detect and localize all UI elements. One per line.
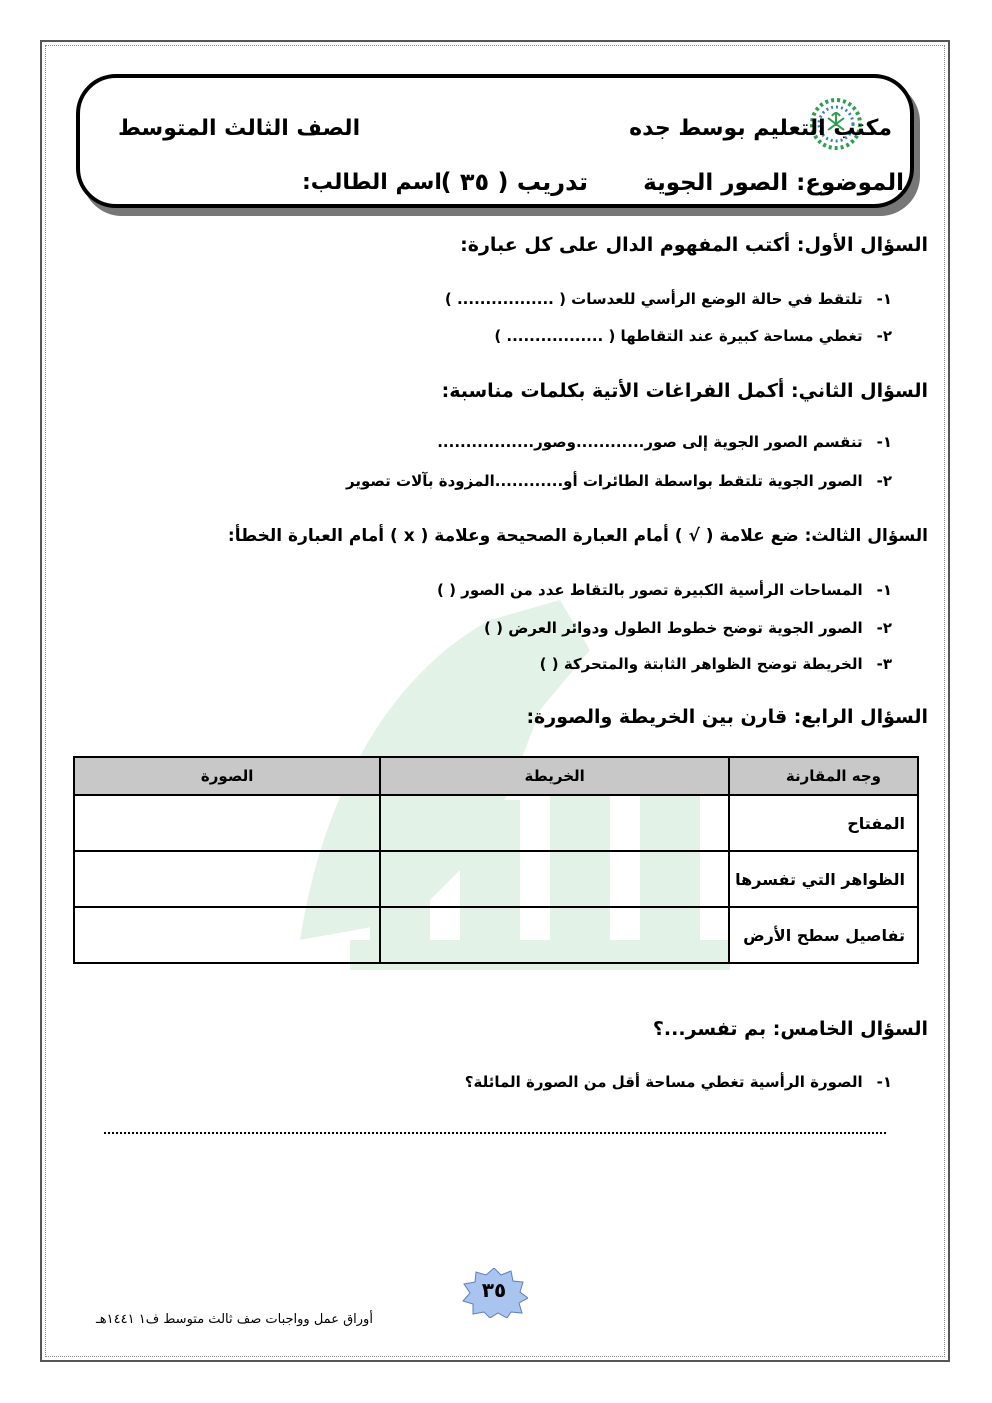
answer-cell-map-2[interactable]: [380, 851, 729, 907]
row-label-surface-details: تفاصيل سطح الأرض: [729, 907, 918, 963]
question-1-title: السؤال الأول: أكتب المفهوم الدال على كل عبارة:: [460, 234, 928, 256]
table-row: [74, 907, 918, 963]
q2-item-2-number: ٢-: [876, 472, 892, 490]
comparison-table: [73, 756, 919, 964]
q3-item-1-text[interactable]: المساحات الرأسية الكبيرة تصور بالتقاط عدد من الصور ( ): [437, 581, 863, 599]
q2-item-1-text[interactable]: تنقسم الصور الجوية إلى صور............وصور.................: [437, 433, 863, 451]
q3-item-1: [437, 581, 892, 599]
training-label: تدريب ( ٣٥ ): [440, 168, 588, 196]
q3-item-3: [540, 655, 892, 673]
table-row: [74, 851, 918, 907]
q1-item-2-text[interactable]: تغطي مساحة كبيرة عند التقاطها ( ................. ): [494, 327, 863, 345]
q2-item-2: [346, 472, 892, 490]
q1-item-1-number: ١-: [876, 290, 892, 308]
header-map: الخريطة: [380, 757, 729, 795]
q2-item-1-number: ١-: [876, 433, 892, 451]
q1-item-2-number: ٢-: [876, 327, 892, 345]
answer-cell-photo-3[interactable]: [74, 907, 380, 963]
question-2-title: السؤال الثاني: أكمل الفراغات الأتية بكلمات مناسبة:: [441, 380, 928, 402]
table-header-row: [74, 757, 918, 795]
q2-item-1: [437, 433, 892, 451]
row-label-key: المفتاح: [729, 795, 918, 851]
office-name: مكتب التعليم بوسط جده: [629, 116, 892, 141]
header-aspect: وجه المقارنة: [729, 757, 918, 795]
student-name-label: اسم الطالب:: [302, 170, 442, 195]
footer-text: أوراق عمل وواجبات صف ثالث متوسط ف١ ١٤٤١هـ: [96, 1312, 373, 1327]
question-4-title: السؤال الرابع: قارن بين الخريطة والصورة:: [526, 706, 928, 728]
answer-dotted-line[interactable]: [104, 1132, 886, 1134]
answer-cell-photo-1[interactable]: [74, 795, 380, 851]
answer-cell-map-3[interactable]: [380, 907, 729, 963]
q3-item-2-number: ٢-: [876, 619, 892, 637]
question-5-title: السؤال الخامس: بم تفسر...؟: [652, 1018, 928, 1040]
row-label-phenomena: الظواهر التي تفسرها: [729, 851, 918, 907]
grade-label: الصف الثالث المتوسط: [118, 116, 361, 141]
q2-item-2-text[interactable]: الصور الجوية تلتقط بواسطة الطائرات أو............المزودة بآلات تصوير: [346, 472, 863, 490]
q5-item-1-text: الصورة الرأسية تغطي مساحة أقل من الصورة المائلة؟: [464, 1073, 863, 1091]
q3-item-2: [484, 619, 892, 637]
table-row: [74, 795, 918, 851]
question-3-title: السؤال الثالث: ضع علامة ( √ ) أمام العبارة الصحيحة وعلامة ( x ) أمام العبارة الخطأ:: [227, 526, 928, 546]
page-number: ٣٥: [481, 1278, 507, 1302]
q5-item-1: [465, 1073, 892, 1091]
q1-item-1: [445, 290, 892, 308]
topic-label: الموضوع: الصور الجوية: [643, 170, 904, 196]
q1-item-1-text[interactable]: تلتقط في حالة الوضع الرأسي للعدسات ( ................. ): [444, 290, 863, 308]
q3-item-3-number: ٣-: [876, 655, 892, 673]
answer-cell-photo-2[interactable]: [74, 851, 380, 907]
q5-item-1-number: ١-: [876, 1073, 892, 1091]
q3-item-3-text[interactable]: الخريطة توضح الظواهر الثابتة والمتحركة ( ): [539, 655, 863, 673]
q3-item-1-number: ١-: [876, 581, 892, 599]
answer-cell-map-1[interactable]: [380, 795, 729, 851]
q3-item-2-text[interactable]: الصور الجوية توضح خطوط الطول ودوائر العرض ( ): [484, 619, 863, 637]
q1-item-2: [494, 327, 892, 345]
header-photo: الصورة: [74, 757, 380, 795]
